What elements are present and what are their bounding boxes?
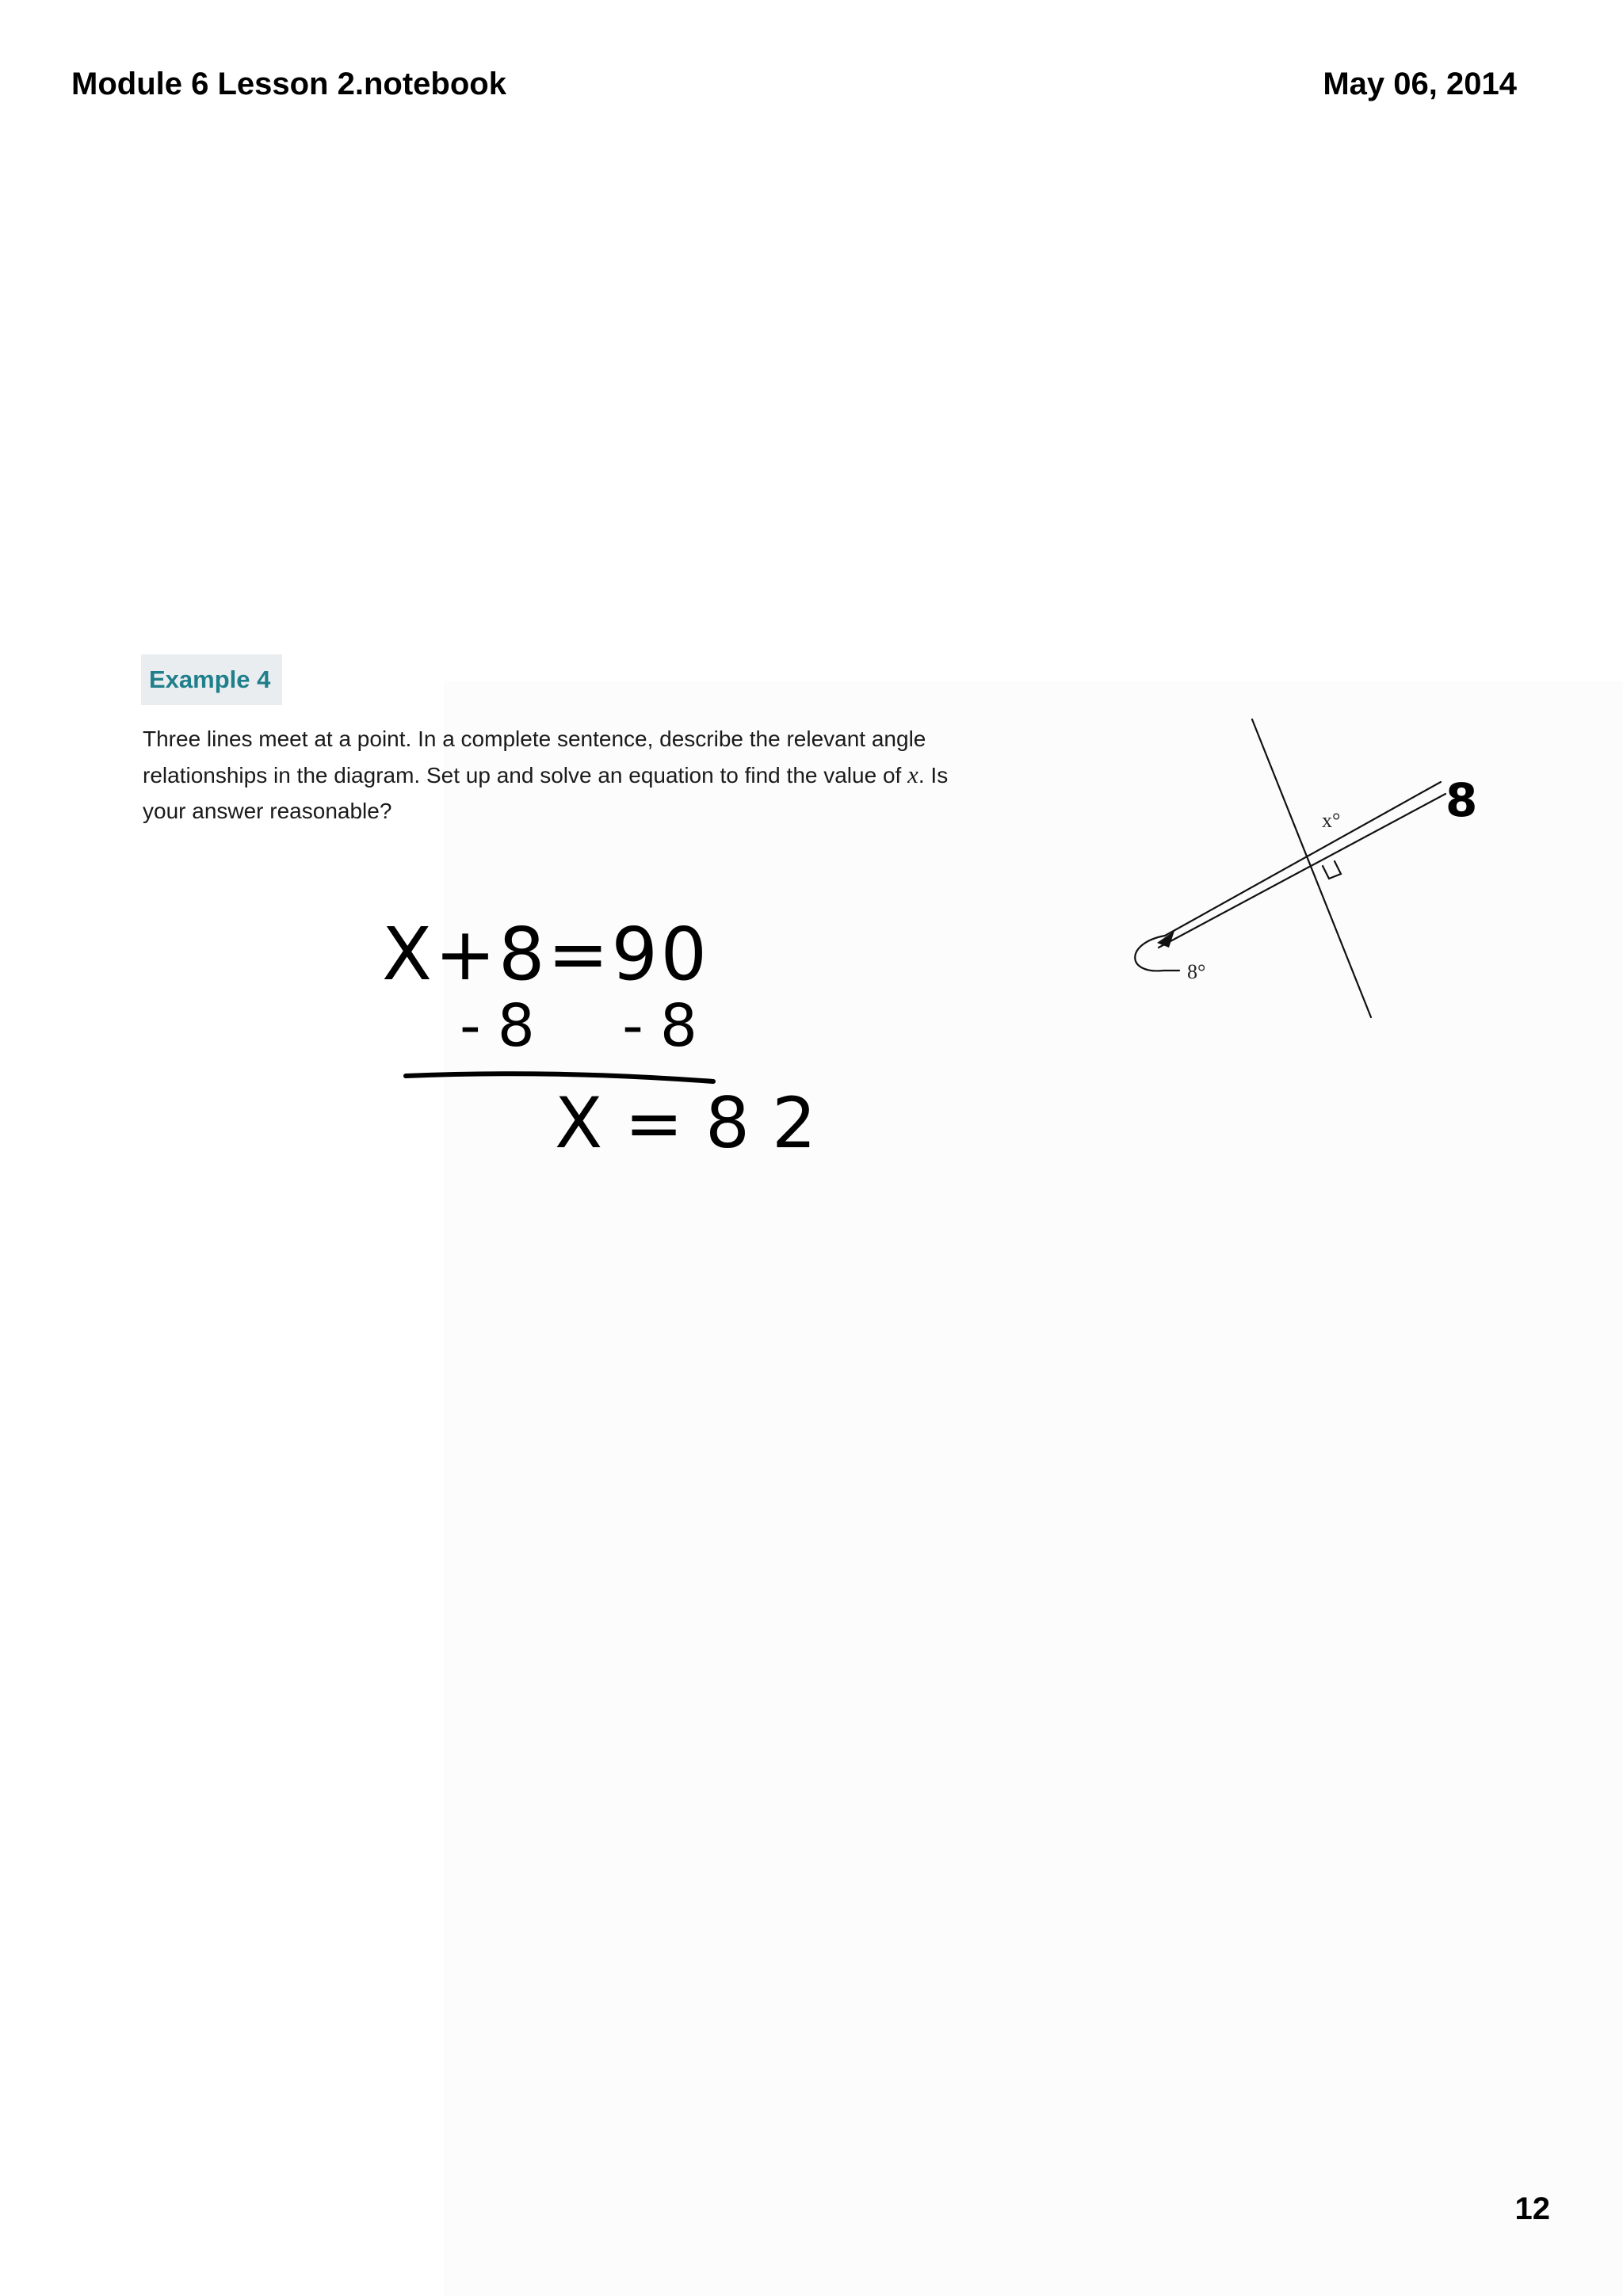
problem-line-3: your answer reasonable?: [143, 799, 392, 823]
page-number: 12: [1514, 2191, 1550, 2226]
angle-label-8: 8°: [1187, 960, 1206, 983]
problem-line-1: Three lines meet at a point. In a complete sentence, describe the relevant angle: [143, 727, 926, 751]
handwritten-8-note: 8: [1445, 773, 1478, 827]
problem-line-2: relationships in the diagram. Set up and solve an equation to find the value of x. Is: [143, 761, 949, 788]
handwritten-equation-line-2: -8 -8: [460, 992, 697, 1060]
angle-diagram: [1109, 705, 1506, 1038]
diagram-line-vertical: [1252, 719, 1371, 1017]
document-title: Module 6 Lesson 2.notebook: [71, 67, 506, 101]
handwritten-work: [365, 903, 840, 1165]
handwritten-answer: X=82: [555, 1082, 816, 1164]
handwritten-underline: [406, 1074, 713, 1081]
diagram-line-upper: [1165, 782, 1441, 936]
arc-arrowhead: [1157, 931, 1174, 948]
angle-label-x: x°: [1322, 809, 1341, 832]
example-label: Example 4: [141, 654, 282, 705]
right-angle-marker: [1323, 861, 1341, 879]
handwritten-equation-line-1: X+8=90: [382, 912, 707, 997]
diagram-line-lower: [1159, 794, 1445, 948]
variable-x: x: [907, 761, 918, 788]
document-date: May 06, 2014: [1323, 67, 1517, 101]
problem-statement: [143, 721, 1070, 829]
